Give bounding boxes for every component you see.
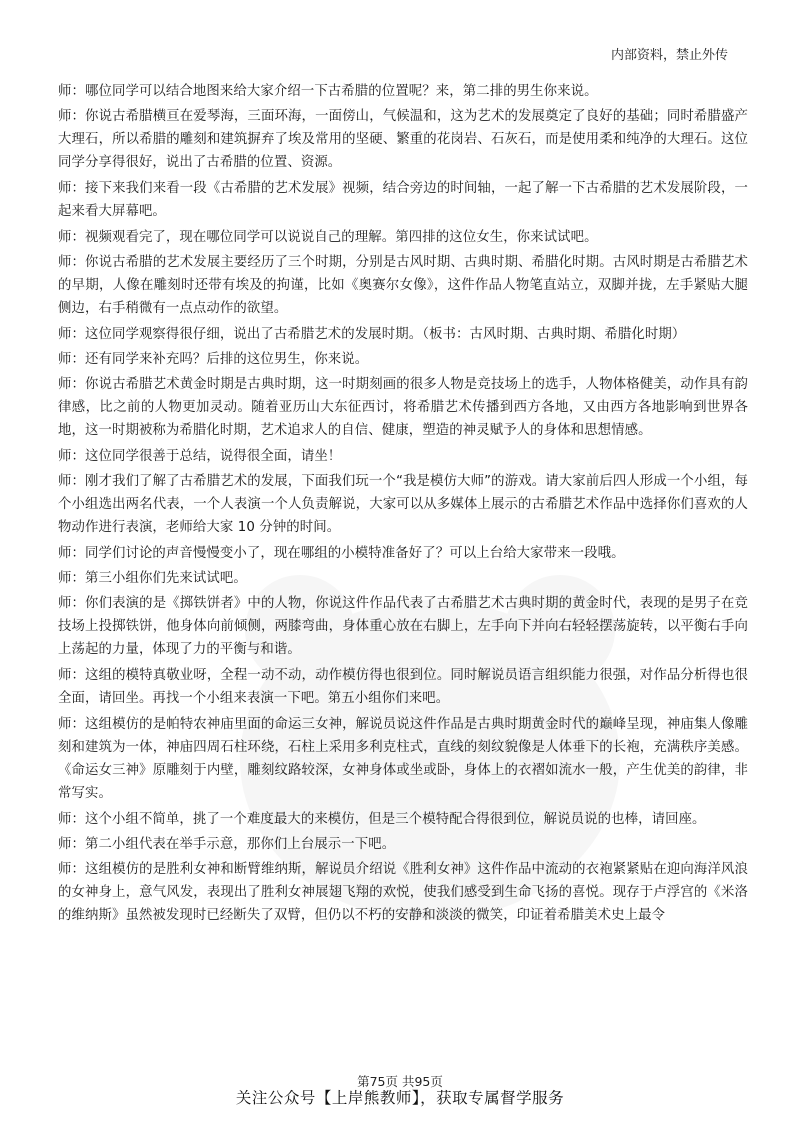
- paragraph: 师：第二小组代表在举手示意，那你们上台展示一下吧。: [58, 837, 396, 852]
- paragraph: 师：这个小组不简单，挑了一个难度最大的来模仿，但是三个模特配合得很到位，解说员说的也棒，请回座。: [58, 812, 706, 827]
- paragraph: 师：视频观看完了，现在哪位同学可以说说自己的理解。第四排的这位女生，你来试试吧。: [58, 230, 598, 245]
- paragraph: 师：第三小组你们先来试试吧。: [58, 571, 247, 586]
- document-body: [58, 80, 748, 930]
- paragraph: 师：这位同学观察得很仔细，说出了古希腊艺术的发展时期。（板书：古风时期、古典时期、希腊化时期）: [58, 327, 686, 342]
- paragraph: 师：接下来我们来看一段《古希腊的艺术发展》视频，结合旁边的时间轴，一起了解一下古希腊的艺术发展阶段，一起来看大屏幕吧。: [58, 181, 748, 219]
- paragraph: 师：还有同学来补充吗？后排的这位男生，你来说。: [58, 352, 369, 367]
- paragraph: 师：你说古希腊的艺术发展主要经历了三个时期，分别是古风时期、古典时期、希腊化时期。古风时期是古希腊艺术的早期，人像在雕刻时还带有埃及的拘谨，比如《奥赛尔女像》，这件作品人物笔直站立，双脚并拢，左手紧贴大腿侧边，右手稍微有一点点动作的欲望。: [58, 255, 748, 316]
- paragraph: 师：这组的模特真敬业呀，全程一动不动，动作模仿得也很到位。同时解说员语言组织能力很强，对作品分析得也很全面，请回坐。再找一个小组来表演一下吧。第五小组你们来吧。: [58, 668, 748, 706]
- confidential-notice: 内部资料，禁止外传: [610, 48, 728, 63]
- paragraph: 师：刚才我们了解了古希腊艺术的发展，下面我们玩一个“我是模仿大师”的游戏。请大家前后四人形成一个小组，每个小组选出两名代表，一个人表演一个人负责解说，大家可以从多媒体上展示的古希腊艺术作品中选择你们喜欢的人物动作进行表演，老师给大家 10 分钟的时间。: [58, 474, 748, 535]
- paragraph: 师：这位同学很善于总结，说得很全面，请坐！: [58, 449, 342, 464]
- paragraph: 师：你说古希腊横亘在爱琴海，三面环海，一面傍山，气候温和，这为艺术的发展奠定了良好的基础；同时希腊盛产大理石，所以希腊的雕刻和建筑摒弃了埃及常用的坚硬、繁重的花岗岩、石灰石，而是使用柔和纯净的大理石。这位同学分享得很好，说出了古希腊的位置、资源。: [58, 109, 748, 170]
- footer-promo: 关注公众号【上岸熊教师】，获取专属督学服务: [235, 1089, 565, 1107]
- paragraph: 师：哪位同学可以结合地图来给大家介绍一下古希腊的位置呢？来，第二排的男生你来说。: [58, 84, 598, 99]
- paragraph: 师：你们表演的是《掷铁饼者》中的人物，你说这件作品代表了古希腊艺术古典时期的黄金时代，表现的是男子在竞技场上投掷铁饼，他身体向前倾侧，两膝弯曲，身体重心放在右脚上，左手向下并向右轻轻摆荡旋转，以平衡右手向上荡起的力量，体现了力的平衡与和谐。: [58, 596, 748, 657]
- paragraph: 师：同学们讨论的声音慢慢变小了，现在哪组的小模特准备好了？可以上台给大家带来一段哦。: [58, 546, 625, 561]
- paragraph: 师：这组模仿的是胜利女神和断臂维纳斯，解说员介绍说《胜利女神》这件作品中流动的衣袍紧紧贴在迎向海洋风浪的女神身上，意气风发，表现出了胜利女神展翅飞翔的欢悦，使我们感受到生命飞扬的喜悦。现存于卢浮宫的《米洛的维纳斯》虽然被发现时已经断失了双臂，但仍以不朽的安静和淡淡的微笑，印证着希腊美术史上最令: [58, 862, 748, 923]
- page-number: 第75页 共95页: [357, 1074, 443, 1089]
- paragraph: 师：你说古希腊艺术黄金时期是古典时期，这一时期刻画的很多人物是竞技场上的选手，人物体格健美，动作具有韵律感，比之前的人物更加灵动。随着亚历山大东征西讨，将希腊艺术传播到西方各地，又由西方各地影响到世界各地，这一时期被称为希腊化时期，艺术追求人的自信、健康，塑造的神灵赋予人的身体和思想情感。: [58, 377, 748, 438]
- paragraph: 师：这组模仿的是帕特农神庙里面的命运三女神，解说员说这件作品是古典时期黄金时代的巅峰呈现，神庙集人像雕刻和建筑为一体，神庙四周石柱环绕，石柱上采用多利克柱式，直线的刻纹貌像是人体垂下的长袍，充满秩序美感。《命运女三神》原雕刻于内壁，雕刻纹路较深，女神身体或坐或卧，身体上的衣褶如流水一般，产生优美的韵律，非常写实。: [58, 717, 748, 801]
